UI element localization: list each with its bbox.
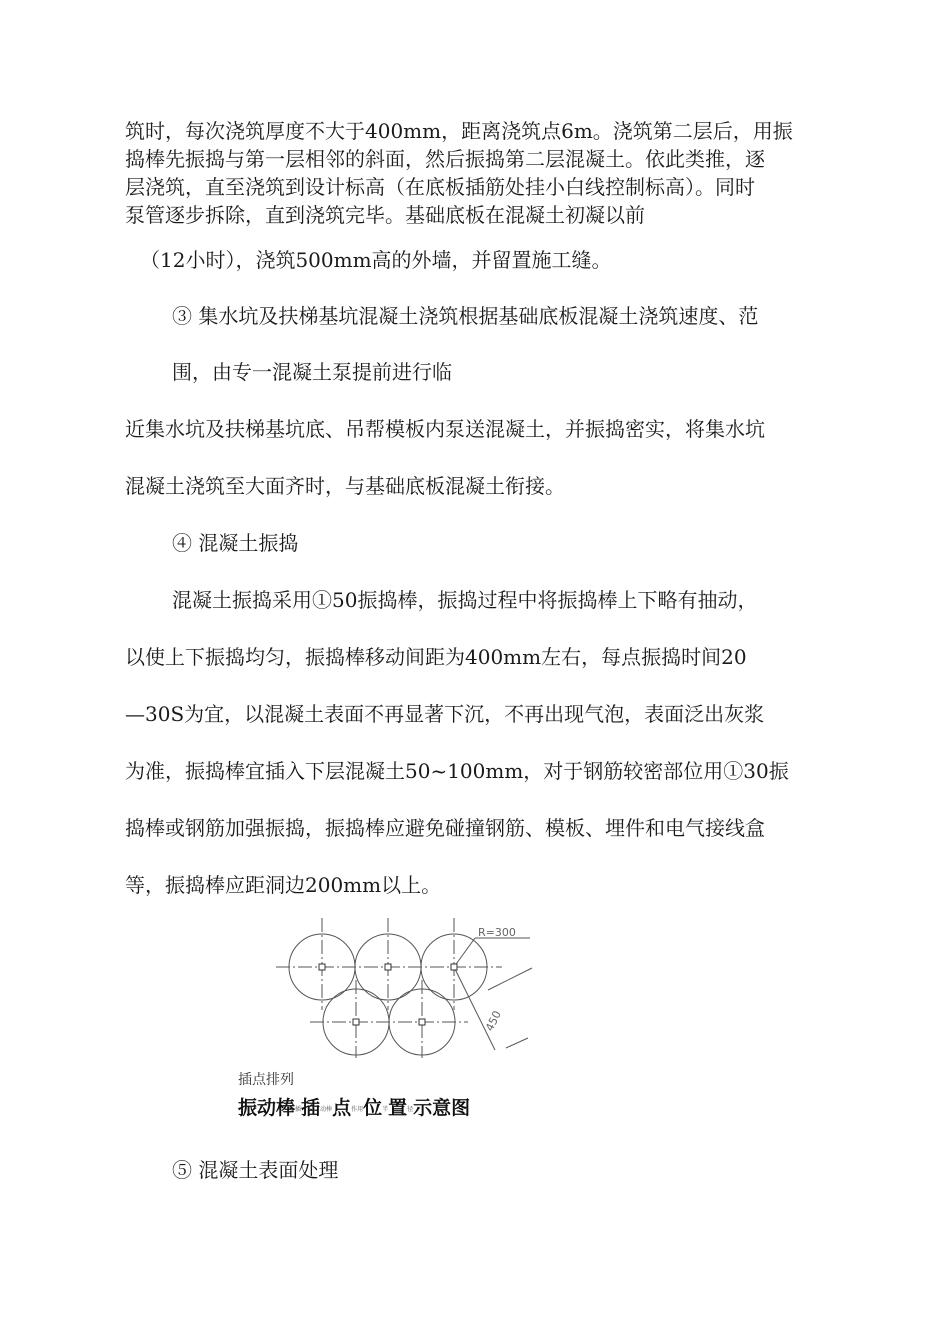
insertion-point [419, 1019, 425, 1025]
paragraph-line: 捣棒或钢筋加强振捣，振捣棒应避免碰撞钢筋、模板、埋件和电气接线盒 [125, 816, 765, 840]
paragraph-line: 捣棒先振捣与第一层相邻的斜面，然后振捣第二层混凝土。依此类推，逐 [125, 147, 765, 171]
radius-label: R=300 [478, 926, 516, 939]
caption-overlay-text: 动棒 [320, 1106, 333, 1113]
insertion-point [451, 964, 457, 970]
paragraph-line: 近集水坑及扶梯基坑底、吊帮模板内泵送混凝土，并振捣密实，将集水坑 [125, 417, 765, 441]
caption-part: 振动棒 [238, 1097, 296, 1119]
caption-part: 置 [388, 1097, 408, 1119]
spacing-label: 450 [483, 1008, 504, 1034]
caption-part: 示意图 [413, 1097, 471, 1119]
paragraph-line: —30S为宜，以混凝土表面不再显著下沉，不再出现气泡，表面泛出灰浆 [125, 702, 765, 726]
paragraph-line: 筑时，每次浇筑厚度不大于400mm，距离浇筑点6m。浇筑第二层后，用振 [125, 119, 793, 143]
caption-overlay-text: 径 [407, 1106, 414, 1113]
caption-overlay-text: 半 [382, 1106, 389, 1113]
figure-caption-small: 插点排列 [238, 1072, 294, 1088]
caption-overlay-text: 插 [295, 1106, 302, 1113]
radius-leader [454, 938, 475, 967]
dimension-line [506, 1038, 528, 1048]
figure-caption [238, 1093, 470, 1120]
paragraph-line: 混凝土浇筑至大面齐时，与基础底板混凝土衔接。 [125, 474, 565, 498]
dimension-line [488, 968, 532, 990]
paragraph-line: 以使上下振捣均匀，振捣棒移动间距为400mm左右，每点振捣时间20 [125, 645, 747, 669]
section-5-heading: ⑤ 混凝土表面处理 [172, 1158, 339, 1182]
insertion-point [319, 964, 325, 970]
paragraph-line: 围，由专一混凝土泵提前进行临 [172, 360, 452, 384]
vibrator-insertion-diagram [270, 910, 540, 1060]
caption-part: 点 [332, 1097, 352, 1119]
dimension-line [454, 967, 495, 1050]
paragraph-line: 为准，振捣棒宜插入下层混凝土50~100mm，对于钢筋较密部位用①30振 [125, 759, 789, 783]
section-3-heading: ③ 集水坑及扶梯基坑混凝土浇筑根据基础底板混凝土浇筑速度、范 [172, 304, 759, 328]
paragraph-line: 层浇筑，直至浇筑到设计标高（在底板插筋处挂小白线控制标高）。同时 [125, 175, 755, 199]
caption-overlay-text: 作用 [351, 1106, 364, 1113]
caption-part: 插 [301, 1097, 321, 1119]
paragraph-line: 等，振捣棒应距洞边200mm以上。 [125, 873, 442, 897]
section-4-heading: ④ 混凝土振捣 [172, 531, 299, 555]
paragraph-line: （12小时），浇筑500mm高的外墙，并留置施工缝。 [140, 248, 612, 272]
paragraph-line: 泵管逐步拆除，直到浇筑完毕。基础底板在混凝土初凝以前 [125, 203, 645, 227]
insertion-point [353, 1019, 359, 1025]
paragraph-line: 混凝土振捣采用①50振捣棒，振捣过程中将振捣棒上下略有抽动， [172, 588, 758, 612]
insertion-point [385, 964, 391, 970]
caption-part: 位 [363, 1097, 383, 1119]
